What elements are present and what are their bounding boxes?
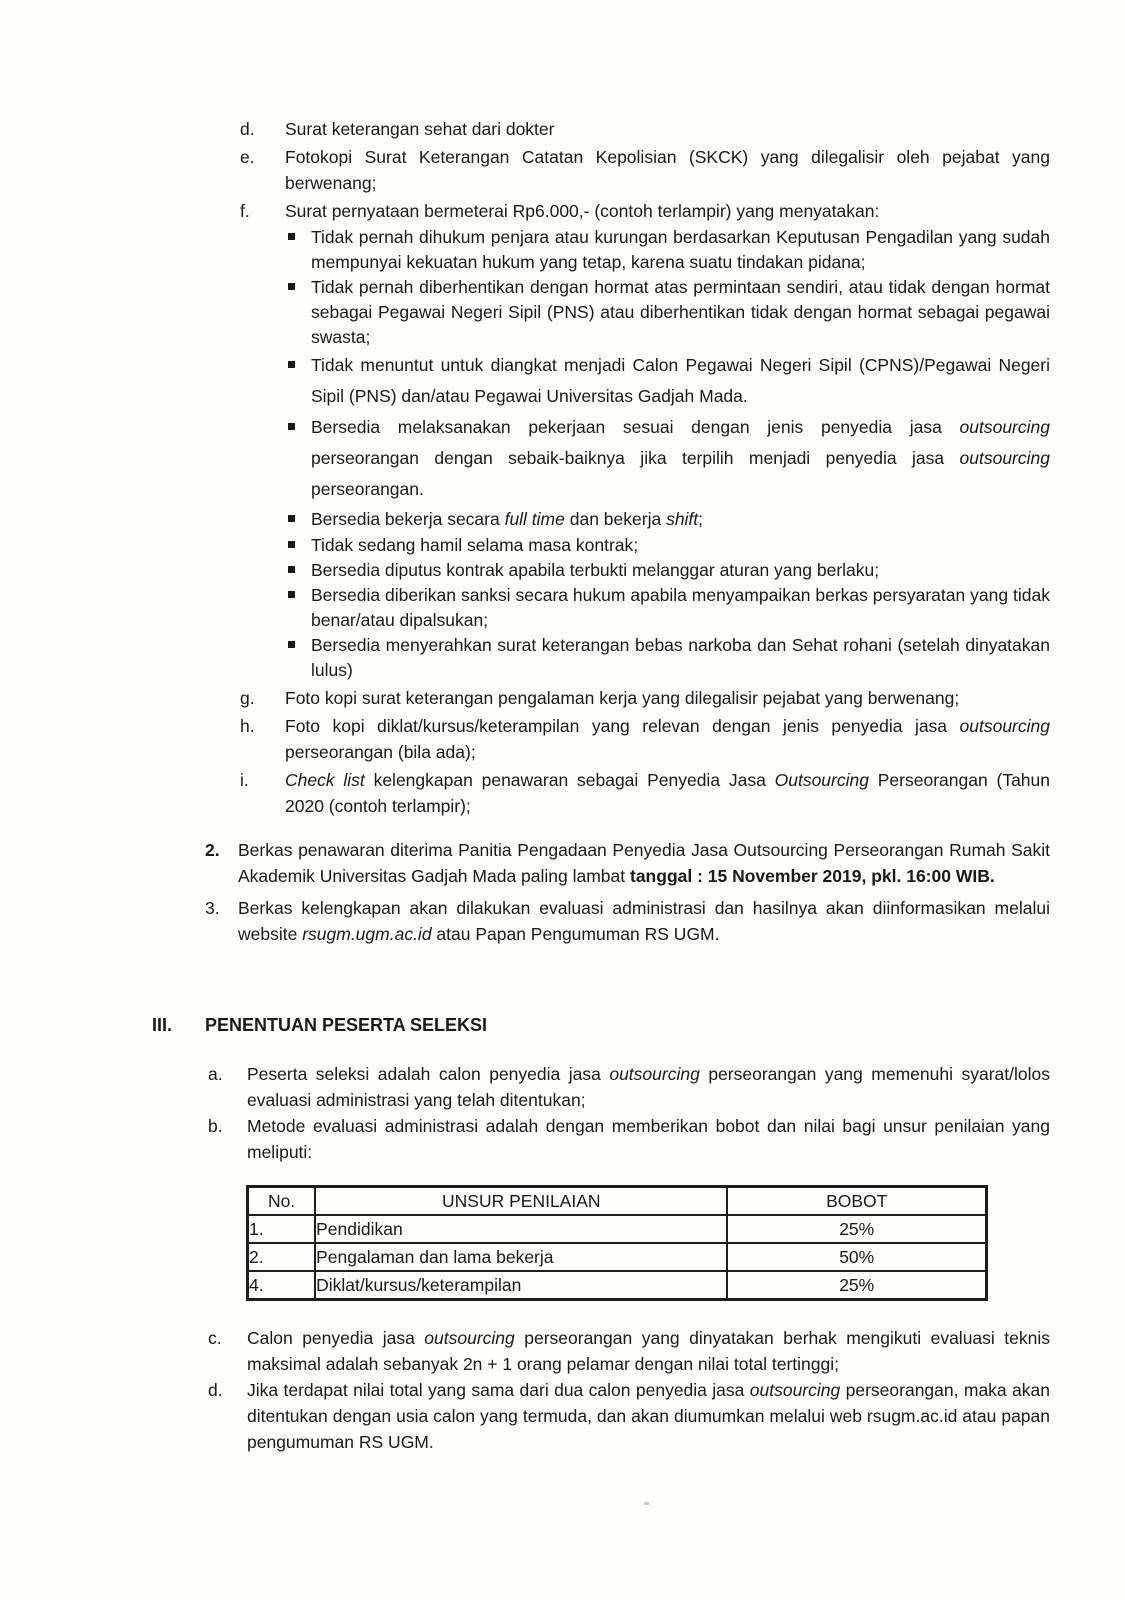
letter-label: e. (240, 147, 255, 167)
table-row (248, 1271, 987, 1300)
section-item-c (208, 1325, 1050, 1377)
square-bullet-icon (288, 566, 295, 573)
square-bullet-icon (288, 233, 295, 240)
table-cell-no: 1. (248, 1215, 316, 1243)
section-item-label: d. (208, 1380, 223, 1400)
bullet-item (285, 505, 1050, 533)
table-cell-bobot: 25% (727, 1271, 986, 1300)
section-item-text: Jika terdapat nilai total yang sama dari dua calon penyedia jasa outsourcing perseorangan, maka akan ditentukan dengan usia calon yang termuda, dan akan diumumkan melalui web rsugm.ac.id atau papan pengumuman RS UGM. (247, 1380, 1050, 1452)
bullet-item (285, 225, 1050, 275)
table-header-row (248, 1187, 987, 1216)
section-numeral: III. (152, 1015, 173, 1035)
bullet-text: Tidak sedang hamil selama masa kontrak; (311, 535, 639, 555)
square-bullet-icon (288, 361, 295, 368)
bullet-text: Bersedia menyerahkan surat keterangan bebas narkoba dan Sehat rohani (setelah dinyatakan lulus) (311, 635, 1050, 680)
section-item-b (208, 1113, 1050, 1165)
bullet-text: Tidak menuntut untuk diangkat menjadi Calon Pegawai Negeri Sipil (CPNS)/Pegawai Negeri Sipil (PNS) dan/atau Pegawai Universitas Gadjah Mada. (311, 355, 1050, 406)
letter-text-intro: Surat pernyataan bermeterai Rp6.000,- (contoh terlampir) yang menyatakan: (285, 201, 880, 221)
letter-label: f. (240, 201, 250, 221)
letter-text: Check list kelengkapan penawaran sebagai Penyedia Jasa Outsourcing Perseorangan (Tahun 2020 (contoh terlampir); (285, 770, 1050, 816)
square-bullet-icon (288, 423, 295, 430)
bullet-item (285, 350, 1050, 412)
letter-text: Foto kopi surat keterangan pengalaman kerja yang dilegalisir pejabat yang berwenang; (285, 688, 960, 708)
table-header-no: No. (248, 1187, 316, 1216)
evaluation-table (246, 1185, 988, 1301)
table-header-unsur: UNSUR PENILAIAN (315, 1187, 727, 1216)
letter-item-f (240, 198, 1050, 683)
square-bullet-icon (288, 283, 295, 290)
statement-bullet-list (285, 225, 1050, 683)
table-cell-no: 4. (248, 1271, 316, 1300)
letter-label: g. (240, 688, 255, 708)
bullet-item (285, 633, 1050, 683)
square-bullet-icon (288, 591, 295, 598)
section-item-text: Calon penyedia jasa outsourcing perseorangan yang dinyatakan berhak mengikuti evaluasi teknis maksimal adalah sebanyak 2n + 1 orang pelamar dengan nilai total tertinggi; (247, 1328, 1050, 1374)
document-content (0, 116, 1125, 1455)
bullet-item (285, 275, 1050, 350)
letter-item-e (240, 144, 1050, 196)
letter-label: h. (240, 716, 255, 736)
numbered-list (205, 837, 1050, 947)
section-heading (152, 1011, 1125, 1039)
numbered-item-3 (205, 895, 1050, 947)
table-header-bobot: BOBOT (727, 1187, 986, 1216)
bullet-item (285, 558, 1050, 583)
letter-text: Foto kopi diklat/kursus/keterampilan yang relevan dengan jenis penyedia jasa outsourcing perseorangan (bila ada); (285, 716, 1050, 762)
letter-label: i. (240, 770, 249, 790)
evaluation-table-wrap (246, 1185, 1125, 1301)
table-cell-unsur: Diklat/kursus/keterampilan (315, 1271, 727, 1300)
table-cell-bobot: 25% (727, 1215, 986, 1243)
table-cell-no: 2. (248, 1243, 316, 1271)
section-item-text: Metode evaluasi administrasi adalah dengan memberikan bobot dan nilai bagi unsur penilaian yang meliputi: (247, 1116, 1050, 1162)
section-title: PENENTUAN PESERTA SELEKSI (205, 1015, 488, 1035)
bullet-item (285, 533, 1050, 558)
section-item-label: a. (208, 1064, 223, 1084)
section-item-list-cd (208, 1325, 1050, 1455)
section-item-d (208, 1377, 1050, 1455)
section-item-list-ab (208, 1061, 1050, 1165)
square-bullet-icon (288, 541, 295, 548)
square-bullet-icon (288, 515, 295, 522)
bullet-text: Bersedia bekerja secara full time dan bekerja shift; (311, 509, 704, 529)
bullet-item (285, 412, 1050, 505)
scan-artifact (644, 1502, 649, 1505)
numbered-text: Berkas kelengkapan akan dilakukan evaluasi administrasi dan hasilnya akan diinformasikan melalui website rsugm.ugm.ac.id atau Papan Pengumuman RS UGM. (238, 898, 1050, 944)
letter-item-d (240, 116, 1050, 142)
numbered-text: Berkas penawaran diterima Panitia Pengadaan Penyedia Jasa Outsourcing Perseorangan Rumah Sakit Akademik Universitas Gadjah Mada paling lambat tanggal : 15 November 2019, pkl. 16:00 WIB. (238, 840, 1050, 886)
number-label: 2. (205, 840, 220, 860)
square-bullet-icon (288, 641, 295, 648)
letter-text: Fotokopi Surat Keterangan Catatan Kepolisian (SKCK) yang dilegalisir oleh pejabat yang berwenang; (285, 147, 1050, 193)
number-label: 3. (205, 898, 220, 918)
table-cell-unsur: Pengalaman dan lama bekerja (315, 1243, 727, 1271)
letter-item-i (240, 767, 1050, 819)
letter-text: Surat keterangan sehat dari dokter (285, 119, 555, 139)
table-cell-bobot: 50% (727, 1243, 986, 1271)
numbered-item-2 (205, 837, 1050, 889)
letter-list (240, 116, 1050, 819)
bullet-text: Tidak pernah dihukum penjara atau kurungan berdasarkan Keputusan Pengadilan yang sudah mempunyai kekuatan hukum yang tetap, karena suatu tindakan pidana; (311, 227, 1050, 272)
table-row (248, 1215, 987, 1243)
letter-item-g (240, 685, 1050, 711)
letter-label: d. (240, 119, 255, 139)
letter-item-h (240, 713, 1050, 765)
section-item-label: b. (208, 1116, 223, 1136)
table-row (248, 1243, 987, 1271)
bullet-item (285, 583, 1050, 633)
bullet-text: Bersedia diputus kontrak apabila terbukti melanggar aturan yang berlaku; (311, 560, 880, 580)
letter-text (285, 198, 1050, 683)
bullet-text: Bersedia melaksanakan pekerjaan sesuai dengan jenis penyedia jasa outsourcing perseorangan dengan sebaik-baiknya jika terpilih menjadi penyedia jasa outsourcing perseorangan. (311, 417, 1050, 499)
section-item-label: c. (208, 1328, 222, 1348)
bullet-text: Bersedia diberikan sanksi secara hukum apabila menyampaikan berkas persyaratan yang tidak benar/atau dipalsukan; (311, 585, 1050, 630)
section-item-text: Peserta seleksi adalah calon penyedia jasa outsourcing perseorangan yang memenuhi syarat/lolos evaluasi administrasi yang telah ditentukan; (247, 1064, 1050, 1110)
bullet-text: Tidak pernah diberhentikan dengan hormat atas permintaan sendiri, atau tidak dengan hormat sebagai Pegawai Negeri Sipil (PNS) atau diberhentikan tidak dengan hormat sebagai pegawai swasta; (311, 277, 1050, 347)
section-item-a (208, 1061, 1050, 1113)
table-cell-unsur: Pendidikan (315, 1215, 727, 1243)
